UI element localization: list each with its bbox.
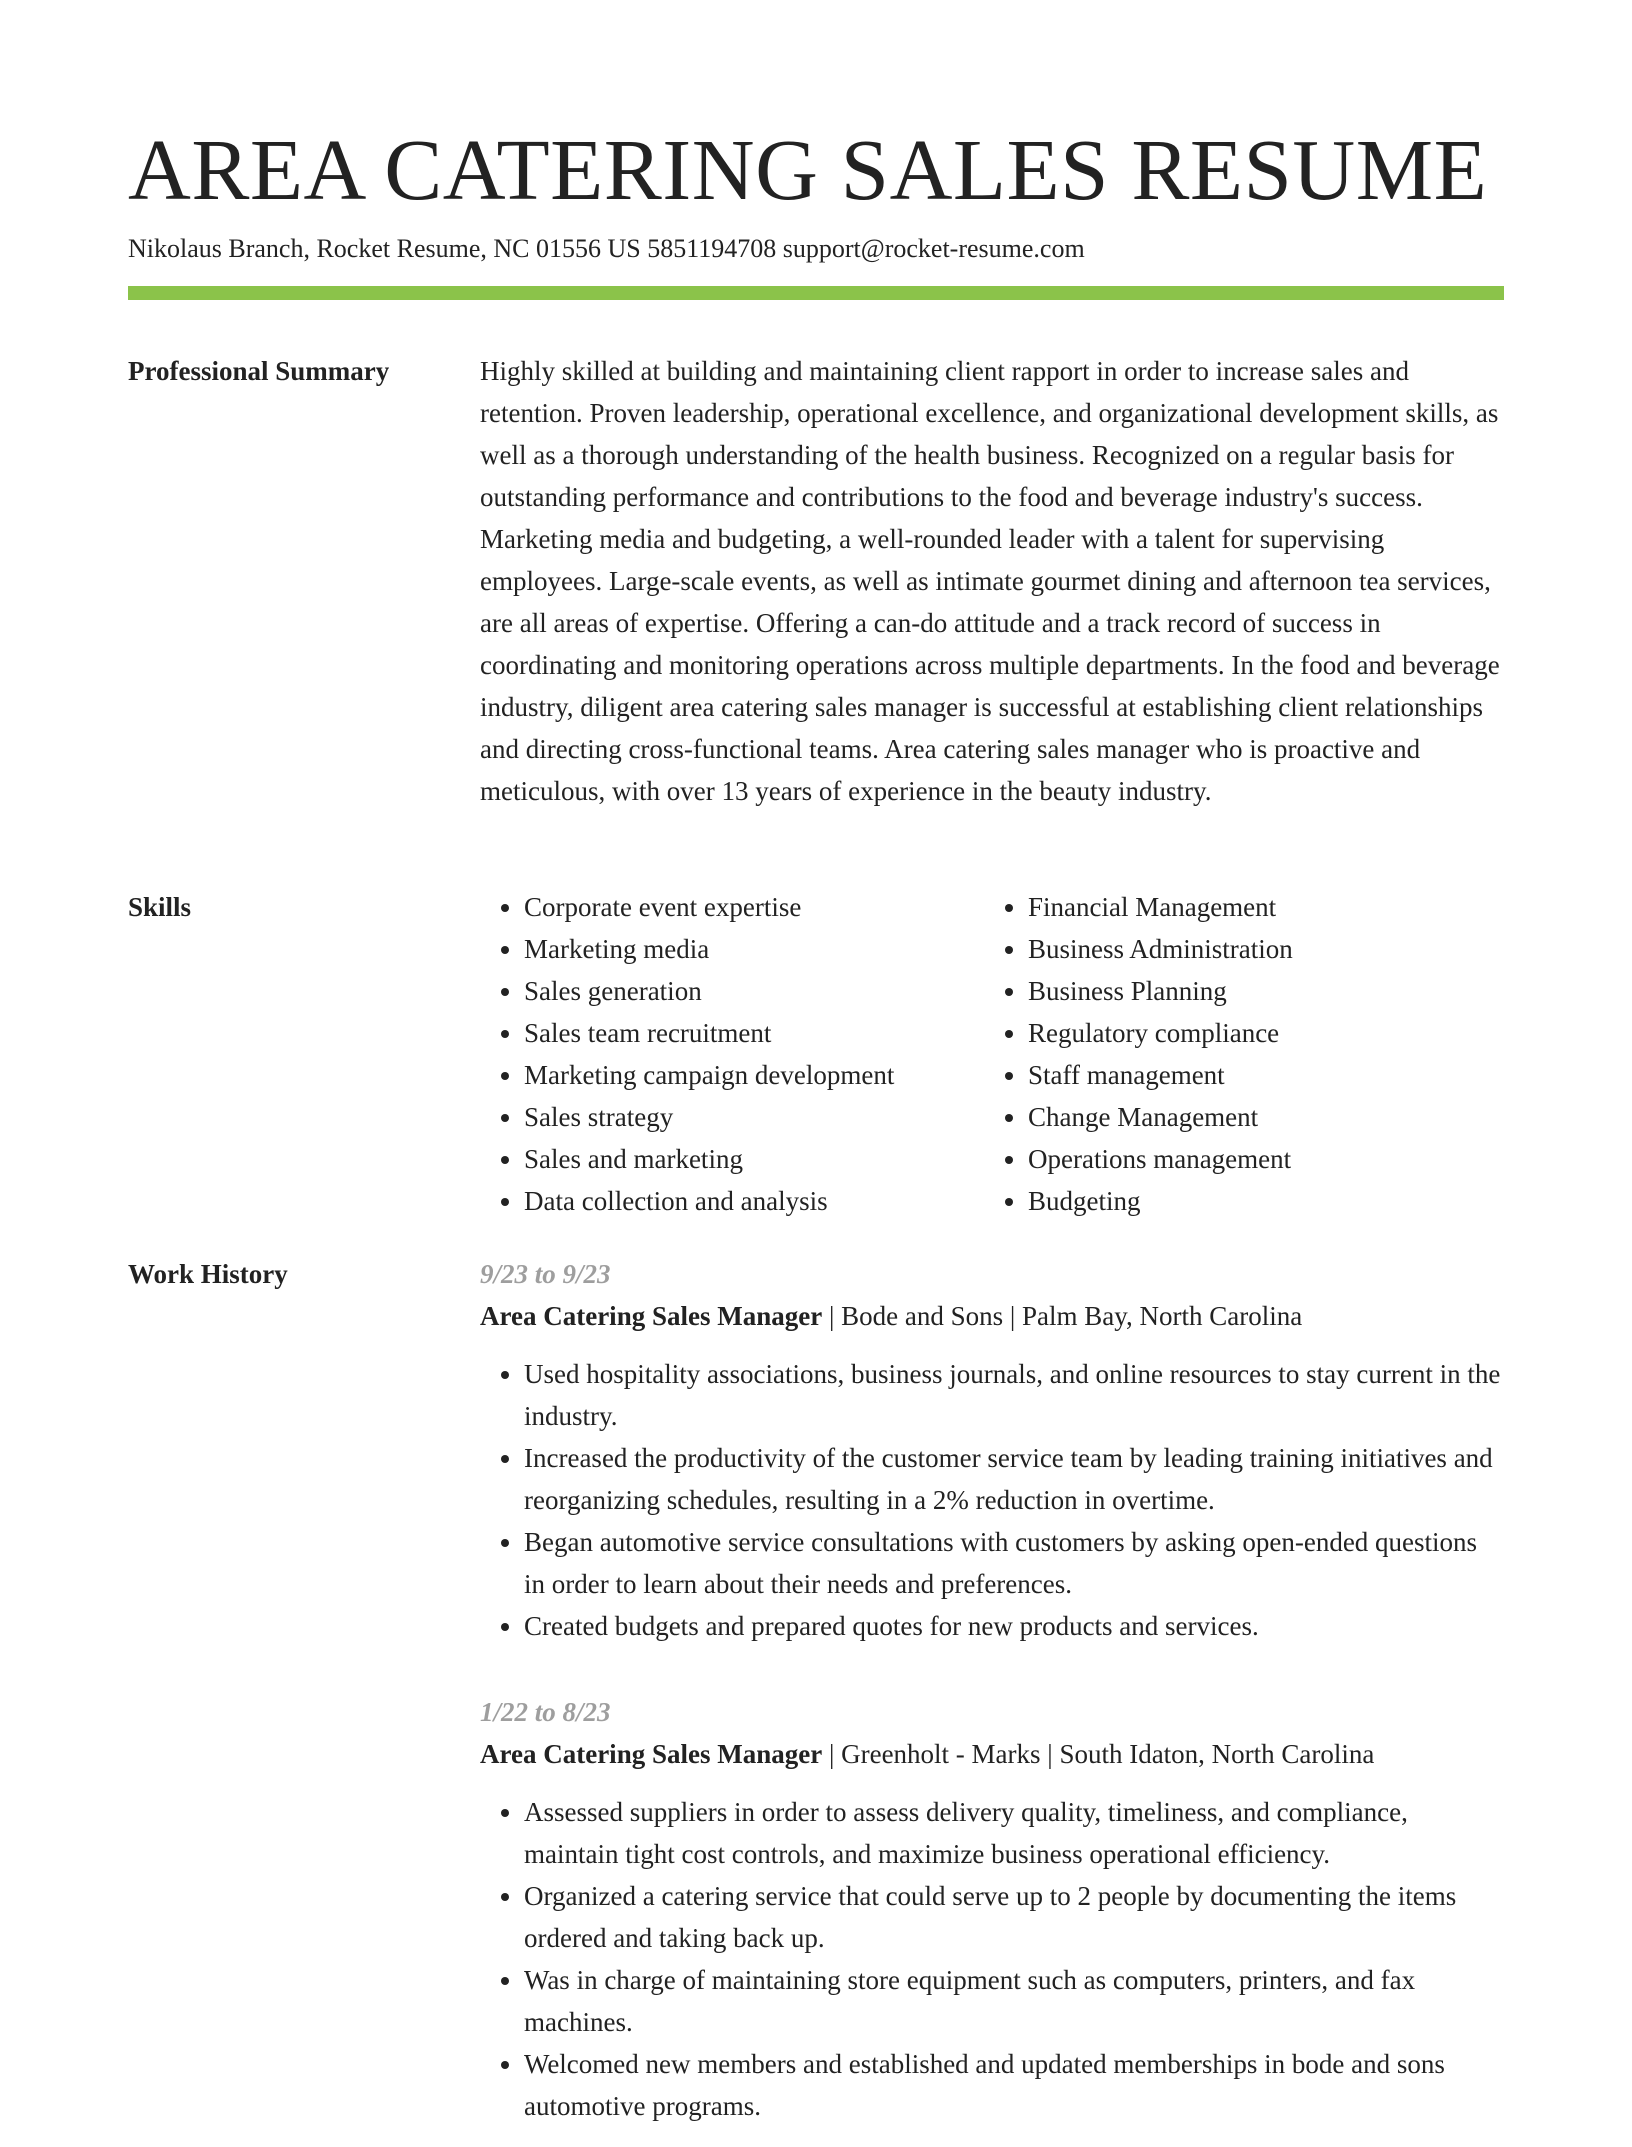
skill-item: • Change Management [1028, 1096, 1293, 1138]
job-title: Area Catering Sales Manager [480, 1301, 823, 1331]
job-bullet: • Increased the productivity of the customer service team by leading training initiatives and reorganizing schedules, resulting in a 2% reduction in overtime. [524, 1437, 1504, 1521]
skill-item: • Marketing media [524, 928, 984, 970]
job-details: | Greenholt - Marks | South Idaton, North Carolina [822, 1739, 1375, 1769]
skill-item: • Corporate event expertise [524, 886, 984, 928]
skill-item: • Sales strategy [524, 1096, 984, 1138]
summary-label: Professional Summary [128, 356, 390, 386]
skill-item: • Financial Management [1028, 886, 1293, 928]
skill-item: • Sales and marketing [524, 1138, 984, 1180]
resume-title: AREA CATERING SALES RESUME [128, 121, 1488, 218]
contact-line: Nikolaus Branch, Rocket Resume, NC 01556 US 5851194708 support@rocket-resume.com [128, 234, 1085, 263]
skill-item: • Staff management [1028, 1054, 1293, 1096]
job-bullet: • Used hospitality associations, business journals, and online resources to stay current in the industry. [524, 1353, 1504, 1437]
job-title: Area Catering Sales Manager [480, 1739, 823, 1769]
skill-item: • Data collection and analysis [524, 1180, 984, 1222]
job-bullet: • Was in charge of maintaining store equipment such as computers, printers, and fax machines. [524, 1959, 1504, 2043]
skill-item: • Sales team recruitment [524, 1012, 984, 1054]
job-entry [480, 1691, 1504, 2127]
job-bullet: • Welcomed new members and established and updated memberships in bode and sons automotive programs. [524, 2043, 1504, 2127]
summary-section [480, 350, 1504, 812]
skill-item: • Sales generation [524, 970, 984, 1012]
skill-item: • Business Administration [1028, 928, 1293, 970]
skills-label: Skills [128, 892, 192, 922]
skills-section [480, 886, 1504, 1222]
skill-item: • Marketing campaign development [524, 1054, 984, 1096]
work-history-label: Work History [128, 1259, 288, 1289]
job-bullets [480, 1353, 1504, 1647]
job-heading [480, 1295, 1504, 1337]
job-dates: 1/22 to 8/23 [480, 1697, 611, 1727]
job-bullet: • Assessed suppliers in order to assess delivery quality, timeliness, and compliance, maintain tight cost controls, and maximize business operational efficiency. [524, 1791, 1504, 1875]
job-heading [480, 1733, 1504, 1775]
skill-item: • Business Planning [1028, 970, 1293, 1012]
summary-text: Highly skilled at building and maintaining client rapport in order to increase sales and retention. Proven leadership, operational excellence, and organizational development skills, as well as a thorough understanding of the health business. Recognized on a regular basis for outstanding performance and contributions to the food and beverage industry's success. Marketing media and budgeting, a well-rounded leader with a talent for supervising employees. Large-scale events, as well as intimate gourmet dining and afternoon tea services, are all areas of expertise. Offering a can-do attitude and a track record of success in coordinating and monitoring operations across multiple departments. In the food and beverage industry, diligent area catering sales manager is successful at establishing client relationships and directing cross-functional teams. Area catering sales manager who is proactive and meticulous, with over 13 years of experience in the beauty industry. [480, 356, 1500, 806]
job-bullet: • Began automotive service consultations with customers by asking open-ended questions in order to learn about their needs and preferences. [524, 1521, 1504, 1605]
job-bullet: • Organized a catering service that could serve up to 2 people by documenting the items ordered and taking back up. [524, 1875, 1504, 1959]
work-history-section [480, 1253, 1504, 2147]
skills-column-2 [984, 886, 1293, 1222]
accent-divider [128, 286, 1504, 300]
skill-item: • Regulatory compliance [1028, 1012, 1293, 1054]
skill-item: • Operations management [1028, 1138, 1293, 1180]
job-bullet: • Created budgets and prepared quotes for new products and services. [524, 1605, 1504, 1647]
skills-column-1 [480, 886, 984, 1222]
job-details: | Bode and Sons | Palm Bay, North Carolina [822, 1301, 1303, 1331]
skill-item: • Budgeting [1028, 1180, 1293, 1222]
job-bullets [480, 1791, 1504, 2127]
job-dates: 9/23 to 9/23 [480, 1259, 611, 1289]
job-entry [480, 1253, 1504, 1647]
